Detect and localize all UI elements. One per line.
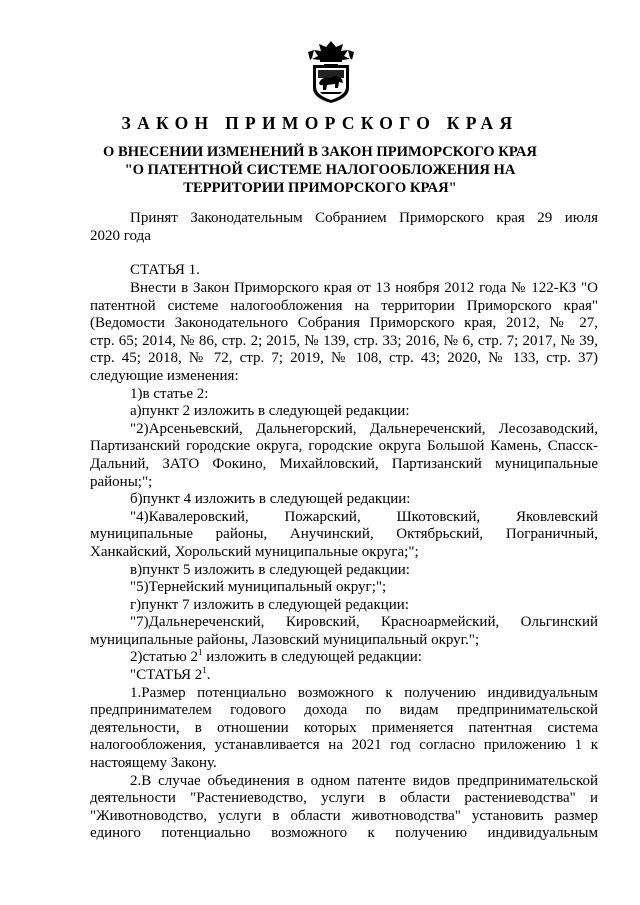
superscript: 1 — [202, 667, 207, 676]
text-line — [90, 526, 598, 544]
text-segment: 1)в статье 2: — [130, 385, 209, 402]
text-line — [90, 298, 598, 316]
text-line — [90, 579, 598, 597]
text-segment: муниципальные районы, Анучинский, Октябрьский, Пограничный, — [90, 526, 598, 543]
text-segment: предпринимателем годового дохода по видам предпринимательской — [90, 702, 598, 719]
text-line — [90, 491, 598, 509]
text-line — [90, 720, 598, 738]
text-segment: настоящему Закону. — [90, 755, 217, 772]
coat-of-arms-icon — [300, 38, 362, 104]
law-subtitle — [0, 143, 640, 197]
text-segment: а)пункт 2 изложить в следующей редакции: — [130, 403, 410, 420]
text-line — [90, 755, 598, 773]
superscript: 1 — [198, 649, 203, 658]
text-line — [90, 562, 598, 580]
text-line — [90, 790, 598, 808]
text-line — [90, 474, 598, 492]
text-segment: б)пункт 4 изложить в следующей редакции: — [130, 491, 411, 508]
text-line — [90, 350, 598, 368]
text-segment: "СТАТЬЯ 2 — [130, 667, 203, 684]
text-line — [90, 386, 598, 404]
text-line — [90, 544, 598, 562]
text-line — [90, 333, 598, 351]
text-segment: в)пункт 5 изложить в следующей редакции: — [130, 561, 410, 578]
text-line — [90, 808, 598, 826]
text-segment: "Животноводство, услуги в области животноводства" установить размер — [90, 807, 598, 824]
subtitle-line: "О ПАТЕНТНОЙ СИСТЕМЕ НАЛОГООБЛОЖЕНИЯ НА — [124, 162, 516, 178]
text-segment: 2.В случае объединения в одном патенте видов предпринимательской — [130, 772, 598, 789]
text-line — [90, 614, 598, 632]
law-title: ЗАКОН ПРИМОРСКОГО КРАЯ — [121, 113, 519, 133]
text-line — [90, 456, 598, 474]
text-segment: "4)Кавалеровский, Пожарский, Шкотовский, Яковлевский — [130, 508, 598, 525]
text-segment: (Ведомости Законодательного Собрания Приморского края, 2012, № 27, — [90, 315, 598, 332]
text-segment: г)пункт 7 изложить в следующей редакции: — [130, 596, 409, 613]
article-heading-block — [90, 262, 598, 280]
text-segment: Внести в Закон Приморского края от 13 ноября 2012 года № 122-КЗ "О — [130, 280, 598, 296]
text-line — [90, 368, 598, 386]
text-line — [90, 280, 598, 298]
text-segment: единого потенциально возможного к получению индивидуальным — [90, 825, 598, 842]
text-line — [90, 421, 598, 439]
adoption-statement — [90, 210, 598, 245]
text-segment: налогообложения, устанавливается на 2021 год согласно приложению 1 к — [90, 737, 598, 754]
text-line — [90, 825, 598, 843]
text-segment: Дальний, ЗАТО Фокино, Михайловский, Партизанский муниципальные — [90, 455, 598, 472]
subtitle-line: О ВНЕСЕНИИ ИЗМЕНЕНИЙ В ЗАКОН ПРИМОРСКОГО КРАЯ — [103, 144, 537, 160]
text-line — [90, 649, 598, 667]
text-line — [90, 597, 598, 615]
text-segment: 1.Размер потенциально возможного к получению индивидуальным — [130, 684, 598, 701]
text-segment: . — [206, 667, 211, 684]
text-line — [90, 403, 598, 421]
text-line — [90, 737, 598, 755]
text-segment: изложить в следующей редакции: — [202, 649, 422, 666]
text-segment: патентной системе налогообложения на территории Приморского края" — [90, 297, 598, 314]
text-line — [90, 438, 598, 456]
text-segment: Партизанский городские округа, городские округа Большой Камень, Спасск- — [90, 438, 598, 455]
text-line — [90, 685, 598, 703]
text-segment: "2)Арсеньевский, Дальнегорский, Дальнереченский, Лесозаводский, — [130, 420, 598, 437]
article-body — [90, 280, 598, 843]
adoption-line: 2020 года — [90, 227, 151, 244]
text-line — [90, 632, 598, 650]
text-segment: стр. 45; 2018, № 72, стр. 7; 2019, № 108, стр. 43; 2020, № 133, стр. 37) — [90, 350, 598, 367]
text-segment: муниципальные районы, Лазовский муниципальный округ."; — [90, 631, 480, 648]
text-line — [90, 702, 598, 720]
subtitle-line: ТЕРРИТОРИИ ПРИМОРСКОГО КРАЯ" — [183, 180, 457, 196]
text-line — [90, 773, 598, 791]
text-segment: "7)Дальнереченский, Кировский, Красноармейский, Ольгинский — [130, 614, 598, 631]
text-line — [90, 315, 598, 333]
text-line — [90, 509, 598, 527]
text-segment: деятельности, в отношении которых применяется патентная система — [90, 719, 598, 736]
text-segment: 2)статью 2 — [130, 649, 199, 666]
text-segment: деятельности "Растениеводство, услуги в области растениеводства" и — [90, 790, 598, 807]
text-segment: "5)Тернейский муниципальный округ;"; — [130, 579, 387, 596]
text-segment: Ханкайский, Хорольский муниципальные округа;"; — [90, 543, 419, 560]
text-segment: следующие изменения: — [90, 367, 239, 384]
text-line — [90, 667, 598, 685]
text-segment: районы;"; — [90, 473, 153, 490]
article-heading: СТАТЬЯ 1. — [130, 262, 200, 278]
adoption-line: Принят Законодательным Собранием Приморского края 29 июля — [130, 210, 598, 226]
text-segment: стр. 65; 2014, № 86, стр. 2; 2015, № 139, стр. 33; 2016, № 6, стр. 7; 2017, № 39, — [90, 332, 598, 349]
